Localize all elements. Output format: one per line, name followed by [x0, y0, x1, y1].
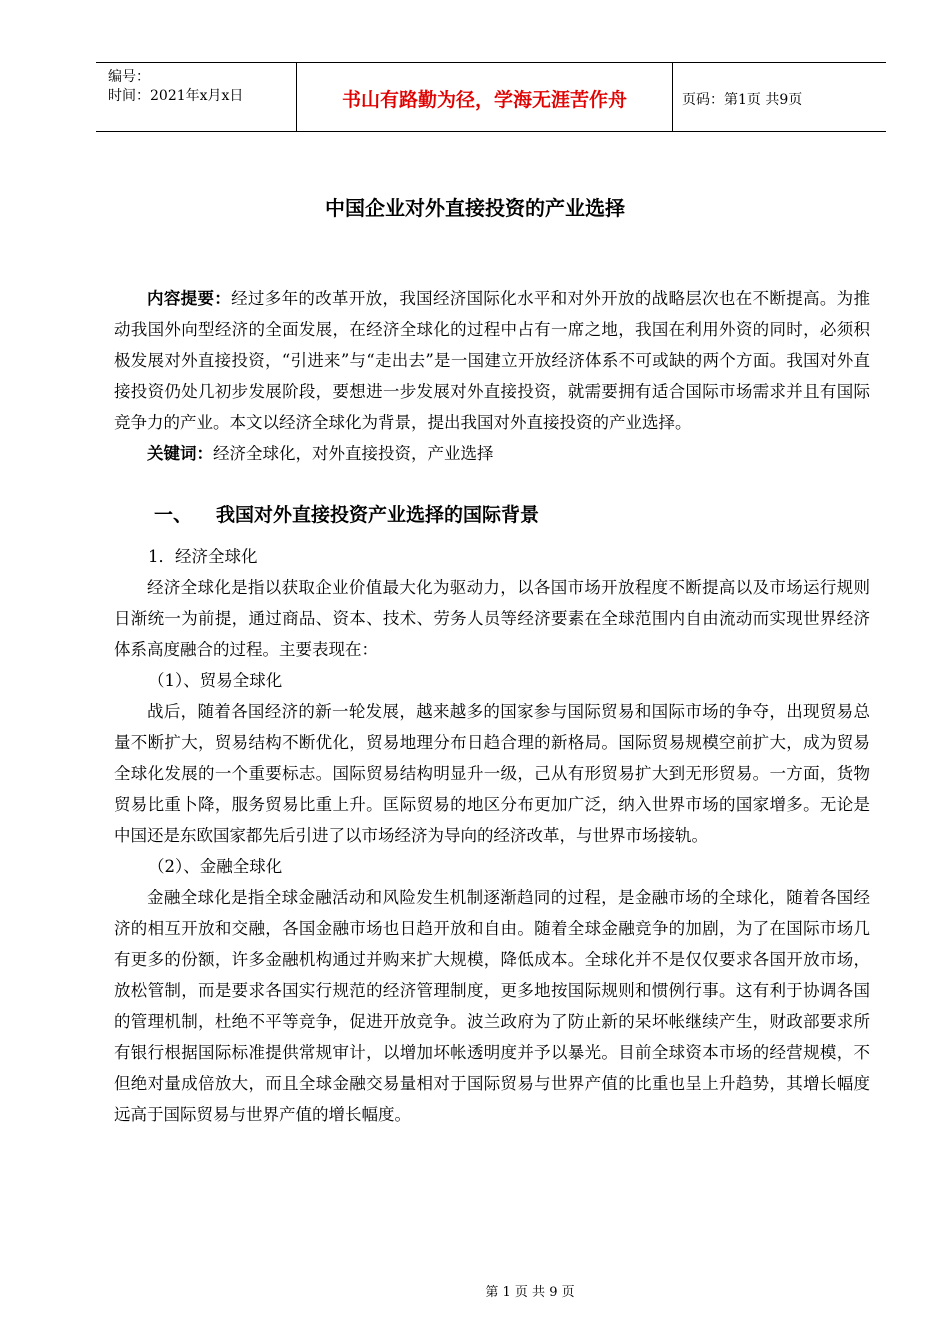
- subsection-heading-trade: （1）、贸易全球化: [148, 671, 283, 690]
- section-heading: [114, 499, 870, 531]
- serial-number-label: 编号：: [108, 69, 150, 85]
- abstract-text: 经过多年的改革开放，我国经济国际化水平和对外开放的战略层次也在不断提高。为推动我国外向型经济的全面发展，在经济全球化的过程中占有一席之地，我国在利用外资的同时，必须积极发展对外直接投资，“引进来”与“走出去”是一国建立开放经济体系不可或缺的两个方面。我国对外直接投资仍处几初步发展阶段，要想进一步发展对外直接投资，就需要拥有适合国际市场需求并且有国际竞争力的产业。本文以经济全球化为背景，提出我国对外直接投资的产业选择。: [114, 289, 871, 432]
- subsection-heading-globalization: 1．经济全球化: [148, 547, 258, 566]
- paragraph-trade: 战后，随着各国经济的新一轮发展，越来越多的国家参与国际贸易和国际市场的争夺，出现贸易总量不断扩大，贸易结构不断优化，贸易地理分布日趋合理的新格局。国际贸易规模空前扩大，成为贸易全球化发展的一个重要标志。国际贸易结构明显升一级，己从有形贸易扩大到无形贸易。一方面，货物贸易比重卜降，服务贸易比重上升。匡际贸易的地区分布更加广泛，纳入世界市场的国家增多。无论是中国还是东欧国家都先后引进了以市场经济为导向的经济改革，与世界市场接轨。: [114, 702, 870, 845]
- abstract-label: 内容提要：: [147, 289, 232, 308]
- document-header: [96, 62, 886, 132]
- abstract-paragraph: [114, 283, 870, 438]
- header-meta-cell: [96, 63, 296, 131]
- header-page-cell: [672, 63, 886, 131]
- section-number: 一、: [154, 504, 193, 526]
- motto-text: 书山有路勤为径，学海无涯苦作舟: [341, 89, 627, 111]
- document-body: [114, 283, 870, 1130]
- header-motto-cell: [296, 63, 673, 131]
- paragraph-finance: 金融全球化是指全球金融活动和风险发生机制逐渐趋同的过程，是金融市场的全球化，随着各国经济的相互开放和交融，各国金融市场也日趋开放和自由。随着全球金融竞争的加剧，为了在国际市场几有更多的份额，许多金融机构通过并购来扩大规模，降低成本。全球化并不是仅仅要求各国开放市场，放松管制，而是要求各国实行规范的经济管理制度，更多地按国际规则和惯例行事。这有利于协调各国的管理机制，杜绝不平等竞争，促进开放竞争。波兰政府为了防止新的呆坏帐继续产生，财政部要求所有银行根据国际标准提供常规审计，以增加坏帐透明度并予以暴光。目前全球资本市场的经营规模，不但绝对量成倍放大，而且全球金融交易量相对于国际贸易与世界产值的比重也呈上升趋势，其增长幅度远高于国际贸易与世界产值的增长幅度。: [114, 888, 870, 1124]
- paragraph-globalization: 经济全球化是指以获取企业价值最大化为驱动力，以各国市场开放程度不断提高以及市场运行规则日渐统一为前提，通过商品、资本、技术、劳务人员等经济要素在全球范围内自由流动而实现世界经济体系高度融合的过程。主要表现在：: [114, 578, 870, 659]
- time-label: 时间：2021年x月x日: [108, 88, 244, 104]
- page-number-label: 页码：第1页 共9页: [682, 92, 803, 108]
- keywords-label: 关键词：: [147, 444, 213, 463]
- subsection-heading-finance: （2）、金融全球化: [148, 857, 283, 876]
- document-title: 中国企业对外直接投资的产业选择: [325, 196, 625, 220]
- keywords-line: [114, 438, 870, 469]
- section-heading-text: 我国对外直接投资产业选择的国际背景: [216, 504, 540, 526]
- keywords-text: 经济全球化，对外直接投资，产业选择: [213, 444, 494, 463]
- page-footer: 第 1 页 共 9 页: [485, 1285, 575, 1300]
